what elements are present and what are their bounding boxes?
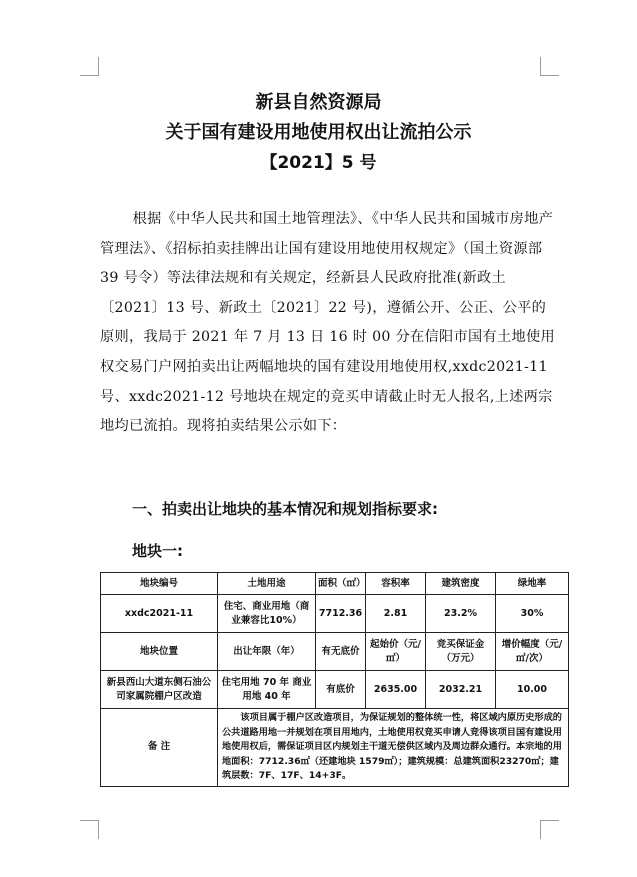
note-label: 备 注 xyxy=(101,709,218,787)
crop-mark-bottom-left xyxy=(80,820,99,839)
table-cell: 7712.36 xyxy=(316,595,366,633)
table-cell: 2032.21 xyxy=(426,671,496,709)
table-cell: 新县西山大道东侧石油公司家属院棚户区改造 xyxy=(101,671,218,709)
table-cell: 23.2% xyxy=(426,595,496,633)
body-paragraph: 根据《中华人民共和国土地管理法》、《中华人民共和国城市房地产管理法》、《招标拍卖挂牌出让国有建设用地使用权规定》（国土资源部 39 号令）等法律法规和有关规定，经新县人民政府批准(新政土〔2021〕13 号、新政土〔2021〕22 号)，遵循公开、公正、公平的原则，我局于 2021 年 7 月 13 日 16 时 00 分在信阳市国有土地使用权交易门户网拍卖出让两幅地块的国有建设用地使用权,xxdc2021-11 号、xxdc2021-12 号地块在规定的竞买申请截止时无人报名,上述两宗地均已流拍。现将拍卖结果公示如下： xyxy=(100,211,555,435)
table-cell: 容积率 xyxy=(366,573,426,595)
table-cell: 30% xyxy=(496,595,569,633)
table-cell: 地块编号 xyxy=(101,573,218,595)
table-cell: 有底价 xyxy=(316,671,366,709)
note-text: 该项目属于棚户区改造项目，为保证规划的整体统一性，将区域内原历史形成的公共道路用地一并规划在项目用地内，土地使用权竞买申请人竞得该项目国有建设用地使用权后，需保证项目区内规划主干道无偿供区域内及周边群众通行。本宗地的用地面积：7712.36㎡（还建地块 1579㎡）；建筑规模：总建筑面积23270㎡；建筑层数：7F、17F、14+3F。 xyxy=(218,709,569,787)
table-cell: 土地用途 xyxy=(218,573,316,595)
table-cell: 建筑密度 xyxy=(426,573,496,595)
crop-mark-bottom-right xyxy=(540,820,559,839)
table-cell: 住宅用地 70 年 商业用地 40 年 xyxy=(218,671,316,709)
notice-title: 关于国有建设用地使用权出让流拍公示 xyxy=(165,122,472,143)
table-cell: 有无底价 xyxy=(316,633,366,671)
table-cell: 竞买保证金（万元） xyxy=(426,633,496,671)
table-cell: 出让年限（年） xyxy=(218,633,316,671)
table-cell: 面积（㎡） xyxy=(316,573,366,595)
table-cell: 地块位置 xyxy=(101,633,218,671)
crop-mark-top-left xyxy=(80,57,99,76)
table-cell: 2.81 xyxy=(366,595,426,633)
plot-heading: 地块一: xyxy=(132,542,183,560)
section-heading: 一、拍卖出让地块的基本情况和规划指标要求: xyxy=(132,500,439,518)
issuer-title: 新县自然资源局 xyxy=(255,92,382,113)
table-cell: 2635.00 xyxy=(366,671,426,709)
table-row xyxy=(101,595,569,633)
table-row xyxy=(101,671,569,709)
table-cell: 增价幅度（元/㎡/次） xyxy=(496,633,569,671)
table-cell: xxdc2021-11 xyxy=(101,595,218,633)
table-cell: 住宅、商业用地（商业兼容比10%） xyxy=(218,595,316,633)
table-header-row xyxy=(101,573,569,595)
crop-mark-top-right xyxy=(540,57,559,76)
document-number: 【2021】5 号 xyxy=(260,153,377,173)
table-header-row xyxy=(101,633,569,671)
table-cell: 起始价（元/㎡） xyxy=(366,633,426,671)
table-cell: 绿地率 xyxy=(496,573,569,595)
table-cell: 10.00 xyxy=(496,671,569,709)
table-note-row xyxy=(101,709,569,787)
land-info-table xyxy=(100,572,569,787)
